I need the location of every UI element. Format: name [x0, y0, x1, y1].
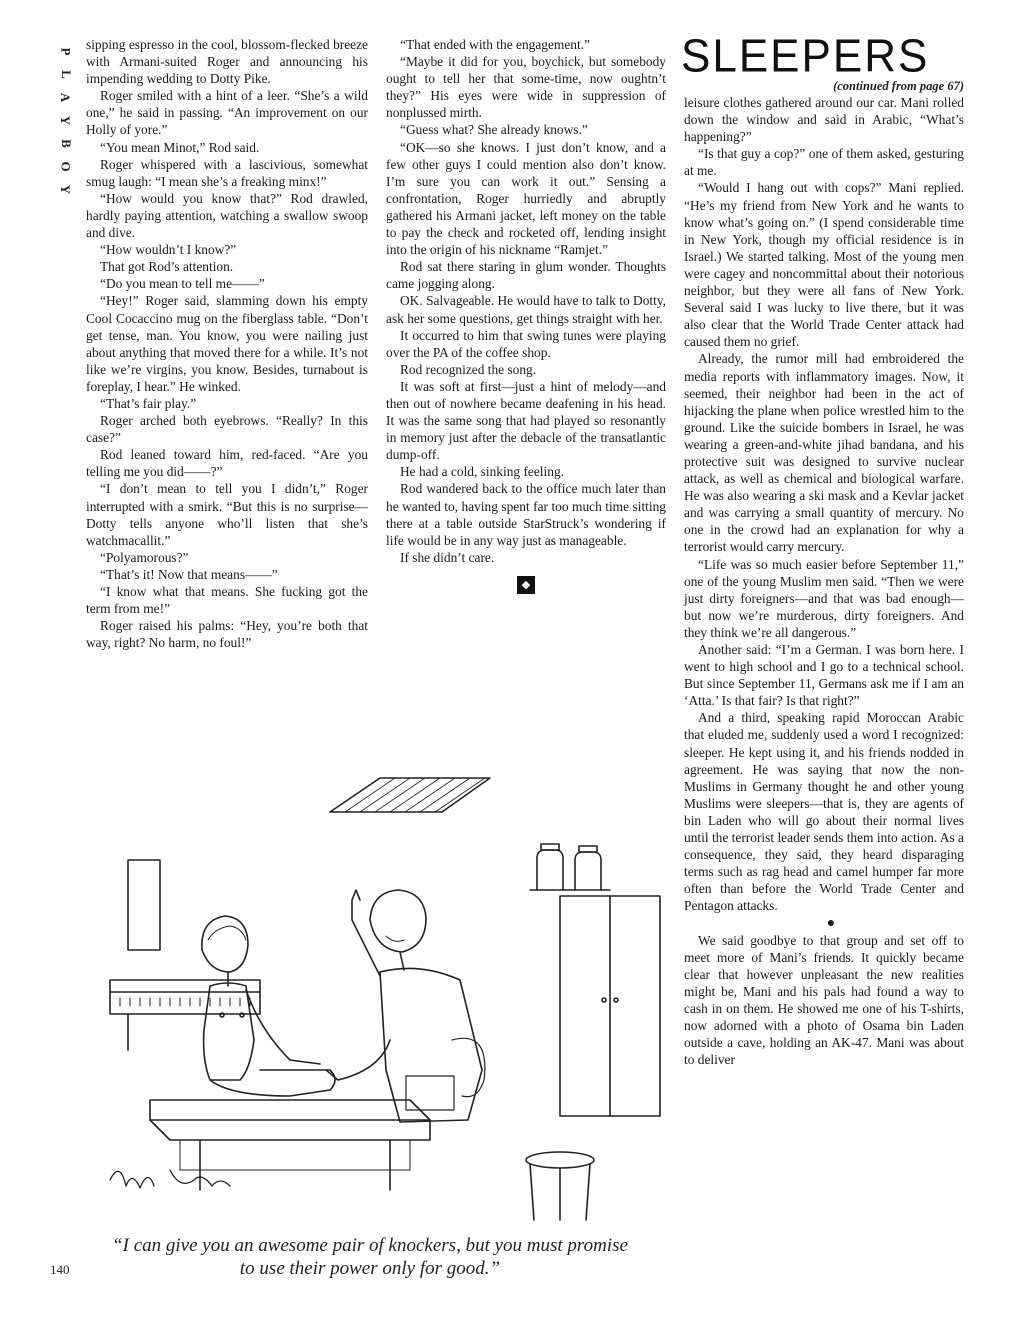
- brand-letter: A: [58, 92, 74, 103]
- sleepers-text: [684, 94, 964, 915]
- paragraph: “Hey!” Roger said, slamming down his empty Cool Cocaccino mug on the fiberglass table. “Don’t get tense, man. You know, you were nailing just about anything that moved there for a while. It’s not like we’re virgins, you know. Besides, turnabout is foreplay, I hear.” He winked.: [86, 293, 368, 394]
- paragraph: We said goodbye to that group and set off to meet more of Mani’s friends. It quickly became clear that however unpleasant the new realities might be, Mani and his pals had found a way to cash in on them. He showed me one of his T-shirts, now adorned with a photo of Osama bin Laden outside a cave, holding an AK-47. Mani was about to deliver: [684, 932, 964, 1068]
- brand-letter: Y: [58, 115, 74, 126]
- paragraph: “OK—so she knows. I just don’t know, and a few other guys I could mention also don’t know. I’m sure you can work it out.” Sensing a confrontation, Roger hurriedly and abruptly gathered his Armani jacket, left money on the table to pay the check and rocketed off, lending insight into the origin of his nickname “Ramjet.”: [386, 139, 666, 258]
- paragraph: “Polyamorous?”: [100, 549, 189, 565]
- paragraph: That got Rod’s attention.: [100, 259, 234, 275]
- ceiling-light-drawing: [330, 778, 490, 812]
- paragraph: He had a cold, sinking feeling.: [400, 464, 564, 480]
- paragraph: leisure clothes gathered around our car. Mani rolled down the window and said in Arabic, “What’s happening?”: [684, 95, 964, 145]
- story-column-1: [86, 36, 368, 651]
- paragraph: “Do you mean to tell me——”: [100, 276, 265, 292]
- page-number: 140: [50, 1262, 70, 1277]
- paragraph: sipping espresso in the cool, blossom-flecked breeze with Armani-suited Roger and announcing his impending wedding to Dotty Pike.: [86, 37, 368, 87]
- cartoon-caption: “I can give you an awesome pair of knockers, but you must promise to use their power only for good.”: [112, 1235, 628, 1279]
- paragraph: Already, the rumor mill had embroidered the media reports with inflammatory images. Now, it seemed, their neighbor had been in the act of hijacking the plane when police wrestled him to the ground. Like the suicide bombers in Israel, he was wearing a green-and-white jihad bandana, and his protective suit was designed to survive nuclear attack, as well as chemical and biological warfare. He was also wearing a ski mask and a Kevlar jacket and was carrying a small quantity of mercury. No one in the crowd had an explanation for why a terrorist would carry mercury.: [684, 351, 964, 555]
- paragraph: “I don’t mean to tell you I didn’t,” Roger interrupted with a smirk. “But this is no surprise—Dotty tells anyone who’ll listen that she’s watchmacallit.”: [86, 481, 368, 548]
- brand-letter: O: [58, 161, 74, 172]
- patient-figure: [202, 916, 335, 1096]
- paragraph: Rod leaned toward him, red-faced. “Are you telling me you did——?”: [86, 447, 368, 480]
- paragraph: “Guess what? She already knows.”: [400, 122, 588, 138]
- end-of-story-rabbit-icon: ◆: [517, 576, 535, 594]
- paragraph: “Life was so much easier before September 11,” one of the young Muslim men said. “Then we were just dirty foreigners—and that was bad enough—but now we’re murderous, dirty foreigners. And they think we’re all dangerous.”: [684, 556, 964, 640]
- paragraph: If she didn’t care.: [400, 549, 495, 565]
- paragraph: “How would you know that?” Rod drawled, hardly paying attention, watching a swallow swoop and dive.: [86, 190, 368, 241]
- paragraph: It was soft at first—just a hint of melody—and then out of nowhere became deafening in his head. It was the same song that had played so resonantly in memory just after the debacle of the transatlantic dump-off.: [386, 378, 666, 463]
- scale-drawing: [110, 980, 260, 1050]
- brand-letter: Y: [58, 184, 74, 195]
- paragraph: Rod wandered back to the office much later than he wanted to, having spent far too much time sitting there at a table outside StarStruck’s wondering if life would be in any way just as manageable.: [386, 481, 666, 548]
- doctor-figure: [326, 890, 485, 1122]
- paragraph: “That’s fair play.”: [100, 395, 197, 411]
- paragraph: Another said: “I’m a German. I was born here. I went to high school and I go to a technical school. But since September 11, Germans ask me if I am an ‘Atta.’ Is that fair? Is that right?”: [684, 642, 964, 709]
- cabinet-drawing: [560, 896, 660, 1116]
- continued-note: (continued from page 67): [833, 79, 964, 93]
- cartoon-illustration: [90, 740, 680, 1230]
- paragraph: “How wouldn’t I know?”: [100, 242, 237, 258]
- paragraph: “That ended with the engagement.”: [400, 37, 590, 52]
- exam-table-drawing: [150, 1100, 430, 1190]
- artist-signature: [110, 1170, 230, 1188]
- paragraph: Roger whispered with a lascivious, somewhat smug laugh: “I mean she’s a freaking minx!”: [86, 156, 368, 189]
- paragraph: It occurred to him that swing tunes were playing over the PA of the coffee shop.: [386, 327, 666, 360]
- brand-letter: B: [58, 139, 74, 148]
- paragraph: “Would I hang out with cops?” Mani replied. “He’s my friend from New York and he wants to know what’s going on.” (I spend considerable time in New York, though my official residence is in Israel.) We started talking. Most of the young men were cagey and noncommittal about their notorious neighbor, but they were all fans of New York. Several said I was lucky to live there, but it was also clear that the World Trade Center attack had caused them no grief.: [684, 180, 964, 350]
- sleepers-text-continued: [684, 932, 964, 1069]
- vertical-magazine-logo: [56, 40, 76, 201]
- brand-letter: L: [58, 70, 74, 79]
- paragraph: And a third, speaking rapid Moroccan Arabic that eluded me, suddenly used a word I recognized: sleeper. He kept using it, and his friends nodded in agreement. He was saying that now the non-Muslims in Germany thought he and other young Muslims were sleepers—that is, they are agents of bin Laden who will go about their normal lives until the terrorist leader sends them into action. As a consequence, they said, they heard disparaging terms such as rag head and camel humper far more often than before the World Trade Center and Pentagon attacks.: [684, 710, 964, 914]
- paragraph: Roger arched both eyebrows. “Really? In this case?”: [86, 413, 368, 446]
- paragraph: “I know what that means. She fucking got the term from me!”: [86, 584, 368, 617]
- paragraph: “Is that guy a cop?” one of them asked, gesturing at me.: [684, 146, 964, 179]
- stool-drawing: [526, 1152, 594, 1220]
- paragraph: Rod sat there staring in glum wonder. Thoughts came jogging along.: [386, 259, 666, 292]
- article-title: SLEEPERS: [681, 30, 930, 83]
- paragraph: “You mean Minot,” Rod said.: [100, 139, 260, 155]
- sleepers-column: [681, 30, 964, 1068]
- paragraph: “Maybe it did for you, boychick, but somebody ought to tell her that some-time, now oughtn’t they?” His eyes were wide in suppression of nonplussed mirth.: [386, 54, 666, 121]
- paragraph: Roger smiled with a hint of a leer. “She’s a wild one,” he said in passing. “An improvement on our Holly of yore.”: [86, 88, 368, 138]
- paragraph: OK. Salvageable. He would have to talk to Dotty, ask her some questions, get things straight with her.: [386, 293, 666, 326]
- paragraph: Rod recognized the song.: [400, 361, 537, 377]
- brand-letter: P: [58, 47, 74, 56]
- story-column-2: [386, 36, 666, 594]
- paragraph: Roger raised his palms: “Hey, you’re both that way, right? No harm, no foul!”: [86, 618, 368, 651]
- section-break-bullet: ●: [826, 915, 836, 931]
- paragraph: “That’s it! Now that means——”: [100, 566, 278, 582]
- story-column-2-text: [386, 36, 666, 566]
